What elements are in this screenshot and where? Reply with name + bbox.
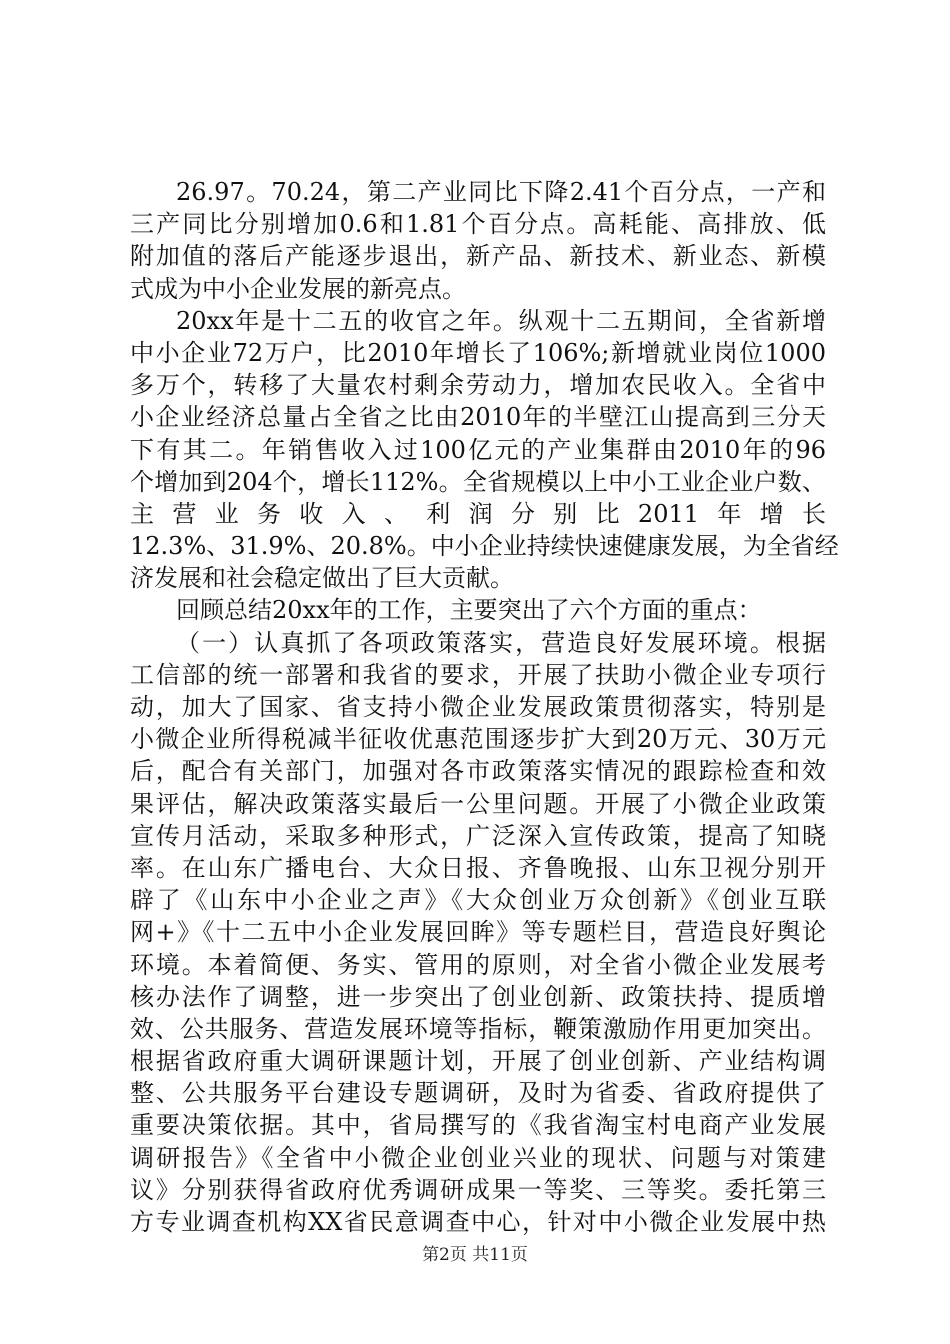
text-line: 调研报告》《全省中小微企业创业兴业的现状、问题与对策建 [130, 1143, 826, 1172]
paragraph [130, 305, 839, 595]
text-line: 式成为中小企业发展的新亮点。 [130, 274, 466, 303]
text-line: 主营业务收入、利润分别比2011年增长 [130, 499, 826, 528]
text-line: 个增加到204个，增长112%。全省规模以上中小工业企业户数、 [130, 467, 826, 496]
text-line: 重要决策依据。其中，省局撰写的《我省淘宝村电商产业发展 [130, 1111, 826, 1140]
text-line: 根据省政府重大调研课题计划，开展了创业创新、产业结构调 [130, 1047, 826, 1076]
paragraph [130, 594, 826, 626]
text-line: （一）认真抓了各项政策落实，营造良好发展环境。根据 [176, 628, 826, 657]
page-number-footer: 第2页 共11页 [422, 1245, 528, 1265]
text-line: 动，加大了国家、省支持小微企业发展政策贯彻落实，特别是 [130, 693, 826, 721]
text-line: 整、公共服务平台建设专题调研，及时为省委、省政府提供了 [130, 1079, 826, 1108]
text-line: 三产同比分别增加0.6和1.81个百分点。高耗能、高排放、低 [130, 210, 826, 239]
text-line: 工信部的统一部署和我省的要求，开展了扶助小微企业专项行 [130, 660, 826, 689]
text-line: 多万个，转移了大量农村剩余劳动力，增加农民收入。全省中 [130, 371, 826, 400]
document-body [130, 176, 839, 1238]
text-line: 效、公共服务、营造发展环境等指标，鞭策激励作用更加突出。 [130, 1014, 826, 1043]
text-line: 济发展和社会稳定做出了巨大贡献。 [130, 564, 514, 593]
text-line: 小企业经济总量占全省之比由2010年的半壁江山提高到三分天 [130, 403, 826, 432]
text-line: 下有其二。年销售收入过100亿元的产业集群由2010年的96 [130, 435, 826, 464]
text-line: 环境。本着简便、务实、管用的原则，对全省小微企业发展考 [130, 950, 826, 979]
paragraph [130, 176, 826, 305]
text-line: 小微企业所得税减半征收优惠范围逐步扩大到20万元、30万元 [130, 725, 826, 754]
text-line: 辟了《山东中小企业之声》《大众创业万众创新》《创业互联 [130, 886, 826, 915]
text-line: 12.3%、31.9%、20.8%。中小企业持续快速健康发展，为全省经 [130, 532, 839, 561]
text-line: 中小企业72万户，比2010年增长了106%;新增就业岗位1000 [130, 338, 826, 367]
text-line: 方专业调查机构XX省民意调查中心，针对中小微企业发展中热 [130, 1208, 826, 1236]
text-line: 率。在山东广播电台、大众日报、齐鲁晚报、山东卫视分别开 [130, 853, 826, 882]
text-line: 回顾总结20xx年的工作，主要突出了六个方面的重点： [176, 596, 762, 625]
text-line: 果评估，解决政策落实最后一公里问题。开展了小微企业政策 [130, 789, 826, 818]
text-line: 附加值的落后产能逐步退出，新产品、新技术、新业态、新模 [130, 242, 826, 271]
text-line: 议》分别获得省政府优秀调研成果一等奖、三等奖。委托第三 [130, 1175, 826, 1204]
text-line: 26.97。70.24，第二产业同比下降2.41个百分点，一产和 [176, 178, 826, 206]
text-line: 核办法作了调整，进一步突出了创业创新、政策扶持、提质增 [130, 982, 826, 1011]
paragraph [130, 627, 826, 1239]
text-line: 后，配合有关部门，加强对各市政策落实情况的跟踪检查和效 [130, 757, 826, 786]
text-line: 网+》《十二五中小企业发展回眸》等专题栏目，营造良好舆论 [130, 918, 826, 947]
text-line: 宣传月活动，采取多种形式，广泛深入宣传政策，提高了知晓 [130, 821, 826, 850]
text-line: 20xx年是十二五的收官之年。纵观十二五期间，全省新增 [176, 306, 826, 335]
